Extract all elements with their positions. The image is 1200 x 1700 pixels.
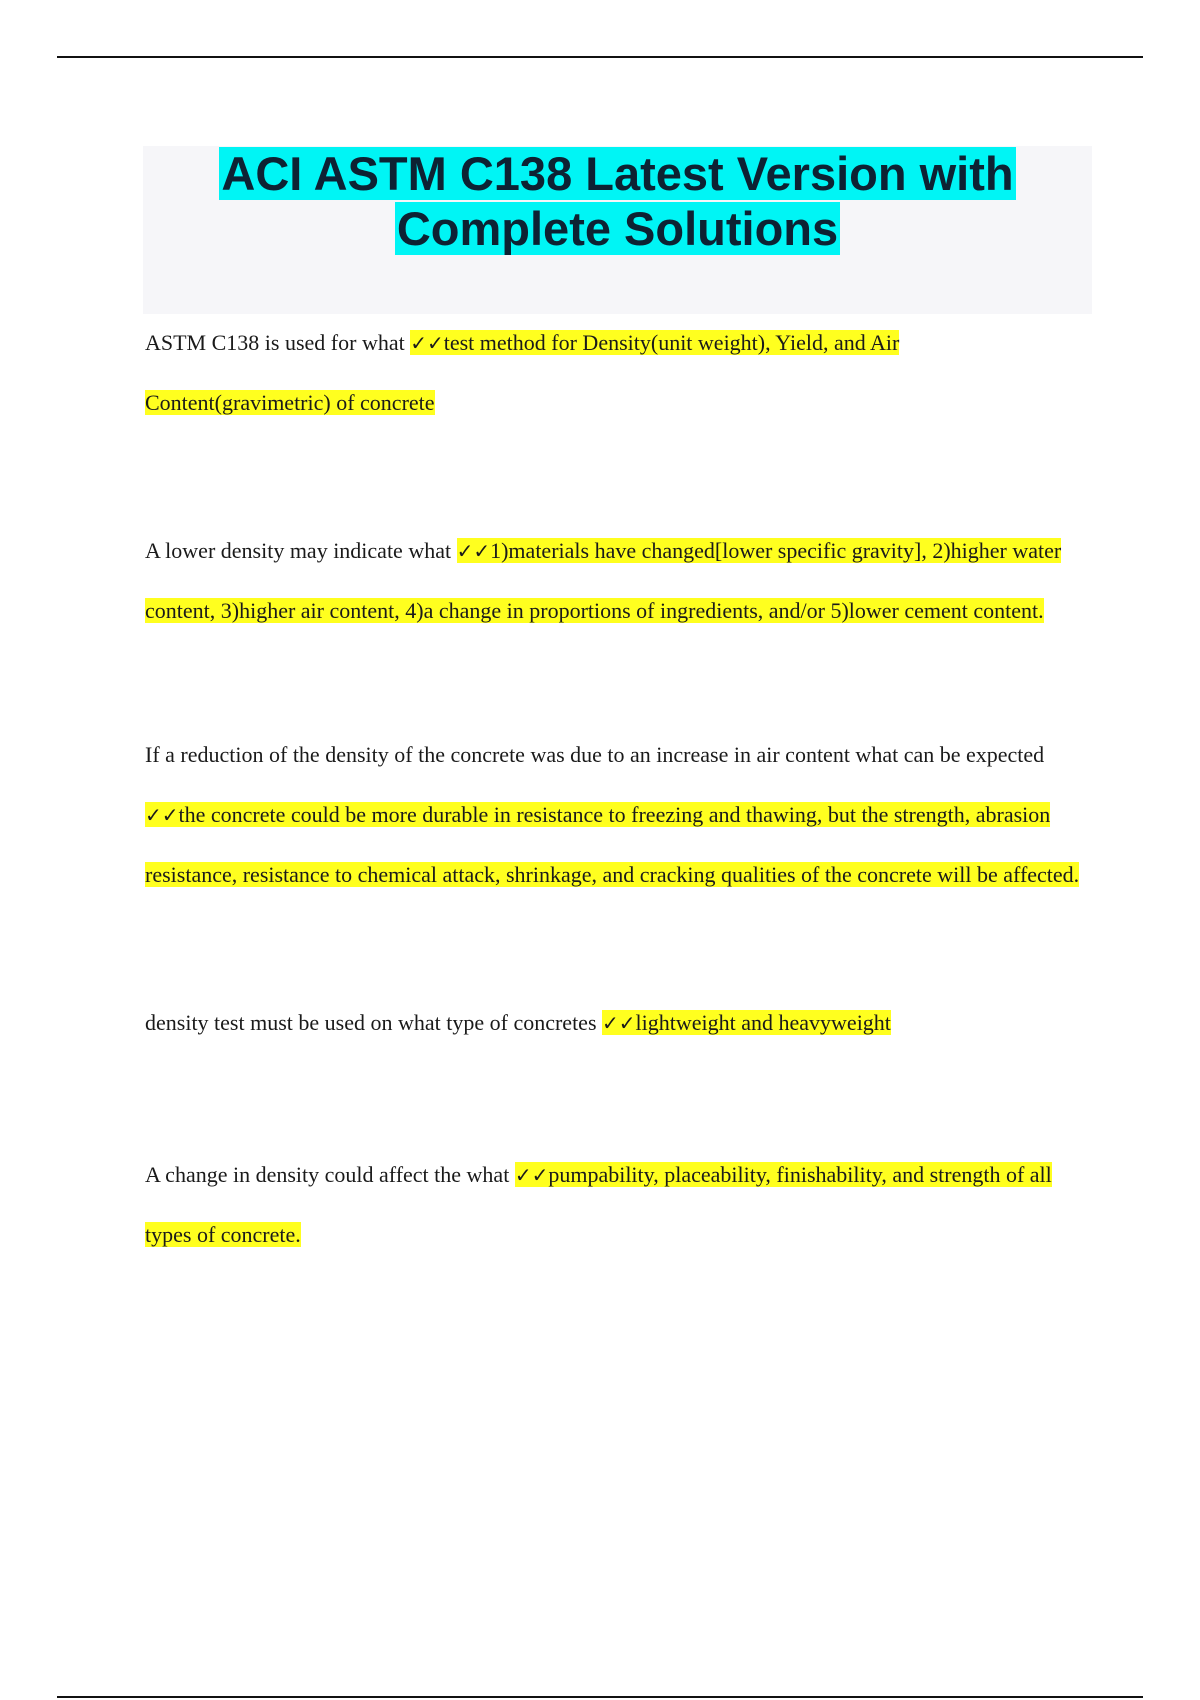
qa-item: [145, 1145, 1080, 1265]
question-text: If a reduction of the density of the concrete was due to an increase in air content what can be expected: [145, 742, 1045, 767]
answer-highlight: [145, 802, 1079, 887]
answer-text: lightweight and heavyweight: [635, 1010, 891, 1035]
document-body: [145, 313, 1080, 1265]
answer-text: the concrete could be more durable in resistance to freezing and thawing, but the strength, abrasion resistance, resistance to chemical attack, shrinkage, and cracking qualities of the concrete will be affected.: [145, 802, 1080, 887]
document-title: [143, 146, 1092, 256]
double-check-icon: ✓✓: [410, 331, 444, 355]
question-text: A change in density could affect the what: [145, 1162, 515, 1187]
title-line-1: ACI ASTM C138 Latest Version with: [221, 147, 1014, 200]
double-check-icon: ✓✓: [602, 1011, 636, 1035]
qa-item: [145, 725, 1080, 905]
question-text: A lower density may indicate what: [145, 538, 457, 563]
question-text: ASTM C138 is used for what: [145, 330, 411, 355]
answer-highlight: [602, 1010, 891, 1035]
answer-text: 1)materials have changed[lower specific gravity], 2)higher water content, 3)higher air content, 4)a change in proportions of ingredients, and/or 5)lower cement content.: [145, 538, 1062, 623]
title-line-2: Complete Solutions: [396, 202, 839, 255]
double-check-icon: ✓✓: [145, 803, 179, 827]
answer-text: test method for Density(unit weight), Yield, and Air Content(gravimetric) of concrete: [145, 330, 900, 415]
qa-item: [145, 313, 1080, 433]
double-check-icon: ✓✓: [514, 1163, 549, 1187]
qa-item: [145, 993, 1080, 1053]
header-rule: [57, 56, 1143, 58]
answer-text: pumpability, placeability, finishability, and strength of all types of concrete.: [145, 1162, 1052, 1247]
question-text: density test must be used on what type of concretes: [145, 1010, 603, 1035]
title-banner: [143, 146, 1092, 314]
double-check-icon: ✓✓: [456, 539, 491, 563]
qa-item: [145, 521, 1080, 641]
footer-rule: [57, 1696, 1143, 1698]
